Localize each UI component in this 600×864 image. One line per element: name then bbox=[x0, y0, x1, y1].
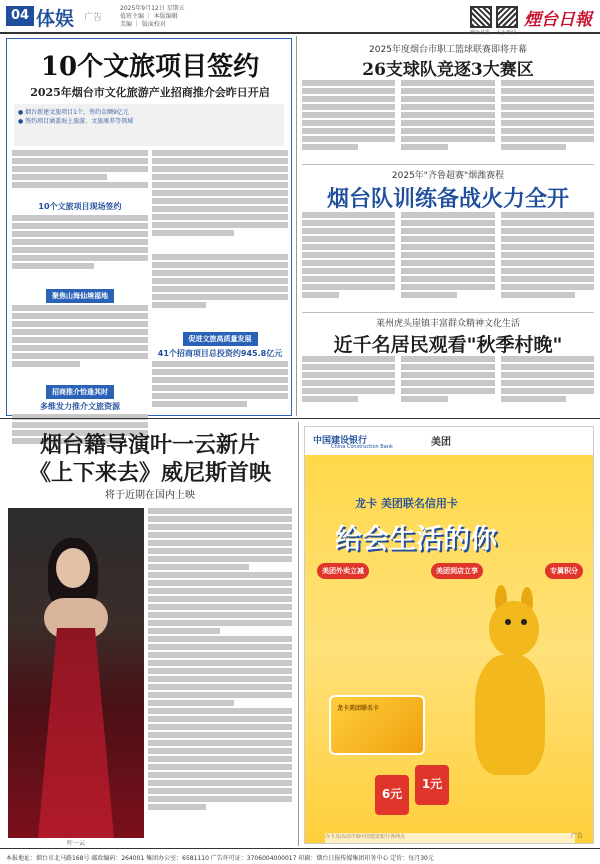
ad-headline: 给会生活的你 bbox=[335, 524, 497, 555]
subhead-2: 41个招商项目总投资约945.8亿元 bbox=[157, 349, 283, 358]
price-tag-6: 6元 bbox=[375, 775, 409, 815]
section-tag-3: 招商推介恰逢其时 bbox=[46, 385, 114, 399]
column-divider bbox=[296, 36, 297, 416]
ad-chip: 美团到店立享 bbox=[431, 563, 483, 579]
subhead-1: 10个文旅项目现场签约 bbox=[38, 202, 122, 211]
ad-footer: 办卡及活动详询中国建设银行各网点 bbox=[325, 833, 575, 843]
newspaper-logo: 煙台日報 bbox=[524, 10, 592, 30]
kangaroo-mascot-icon bbox=[455, 595, 565, 795]
date-line-2: 美编 ｜ 版面校对 bbox=[120, 21, 166, 28]
bank-name-en: China Construction Bank bbox=[331, 444, 393, 450]
film-story-title-1: 烟台籍导演叶一云新片 bbox=[39, 432, 260, 458]
story1-kicker: 2025年度烟台市职工篮球联赛即将开幕 bbox=[369, 45, 527, 55]
story1-body bbox=[302, 80, 594, 162]
date-line-1: 值班主编 ｜ 本版编辑 bbox=[120, 13, 178, 20]
ad-kicker: 龙卡 美团联名信用卡 bbox=[355, 497, 458, 510]
story1-title: 26支球队竞逐3大赛区 bbox=[362, 60, 534, 80]
ad-chip: 专属积分 bbox=[545, 563, 583, 579]
body-text bbox=[152, 361, 288, 423]
page-footer: 本报地址：烟台市北马路168号 邮政编码：264001 集团办公室：6581110 广告许可证：3706004000017 印刷：烟台日报传媒集团印务中心 定价：每月30元 bbox=[0, 848, 600, 864]
qr-label-2: 大小新闻 bbox=[496, 30, 517, 36]
credit-card-icon bbox=[329, 695, 425, 755]
section-tag-2: 促进文旅高质量发展 bbox=[183, 332, 258, 346]
film-story-body bbox=[148, 508, 292, 838]
ad-label: 广告 bbox=[571, 833, 584, 840]
photo-caption: 叶一云 bbox=[66, 840, 85, 847]
lead-col-1 bbox=[12, 150, 148, 454]
story3-title: 近千名居民观看"秋季村晚" bbox=[333, 334, 563, 356]
card-label: 龙卡美团联名卡 bbox=[337, 705, 380, 712]
subhead-3: 多维发力推介文旅资源 bbox=[40, 402, 120, 411]
date-block bbox=[120, 5, 185, 29]
director-photo bbox=[8, 508, 144, 838]
lead-story-title: 10个文旅项目签约 bbox=[40, 52, 260, 82]
story2-kicker: 2025年"齐鲁超赛"烟潍赛程 bbox=[391, 171, 505, 181]
bank-name: 中国建设银行 bbox=[313, 436, 368, 446]
body-text bbox=[12, 150, 148, 198]
qr-code-icon[interactable] bbox=[470, 6, 492, 28]
story-divider bbox=[302, 164, 594, 165]
section-rule bbox=[0, 418, 600, 419]
column-divider bbox=[298, 422, 299, 846]
section-title: 体娱 bbox=[36, 8, 75, 30]
issue-date: 2025年9月12日 星期五 bbox=[120, 5, 185, 12]
body-text bbox=[152, 150, 288, 254]
film-story-subtitle: 将于近期在国内上映 bbox=[105, 490, 195, 501]
ad-chip: 美团外卖立减 bbox=[317, 563, 369, 579]
qr-code-icon-2[interactable] bbox=[496, 6, 518, 28]
lead-story-summary bbox=[14, 104, 284, 146]
ad-header bbox=[305, 427, 594, 455]
lead-col-2 bbox=[152, 150, 288, 423]
story3-kicker: 莱州虎头崖镇丰富群众精神文化生活 bbox=[375, 319, 520, 329]
page-number: 04 bbox=[6, 6, 34, 26]
lead-story-subtitle: 2025年烟台市文化旅游产业招商推介会昨日开启 bbox=[30, 86, 270, 99]
film-story-title-2: 《上下来去》威尼斯首映 bbox=[28, 460, 271, 486]
story3-body bbox=[302, 356, 594, 414]
body-text bbox=[12, 215, 148, 281]
ad-chip-row bbox=[317, 563, 583, 579]
body-text bbox=[12, 305, 148, 377]
section-tag-1: 聚焦山海仙境福地 bbox=[46, 289, 114, 303]
summary-line-2: ● 签约项目涵盖海上旅游、文旅康养等领域 bbox=[18, 118, 134, 125]
ad-body bbox=[305, 455, 594, 844]
ad-tag: 广告 bbox=[84, 13, 103, 23]
story2-body bbox=[302, 212, 594, 308]
masthead bbox=[0, 0, 600, 34]
story-divider bbox=[302, 312, 594, 313]
bank-advertisement[interactable] bbox=[304, 426, 594, 844]
story2-title: 烟台队训练备战火力全开 bbox=[326, 186, 569, 212]
price-tag-1: 1元 bbox=[415, 765, 449, 805]
partner-name: 美团 bbox=[431, 437, 451, 448]
qr-label-1: 烟台日报 bbox=[470, 30, 491, 36]
summary-line-1: ● 烟台新建文旅项目1个，签约金额9亿元 bbox=[18, 109, 129, 116]
body-text bbox=[152, 254, 288, 324]
